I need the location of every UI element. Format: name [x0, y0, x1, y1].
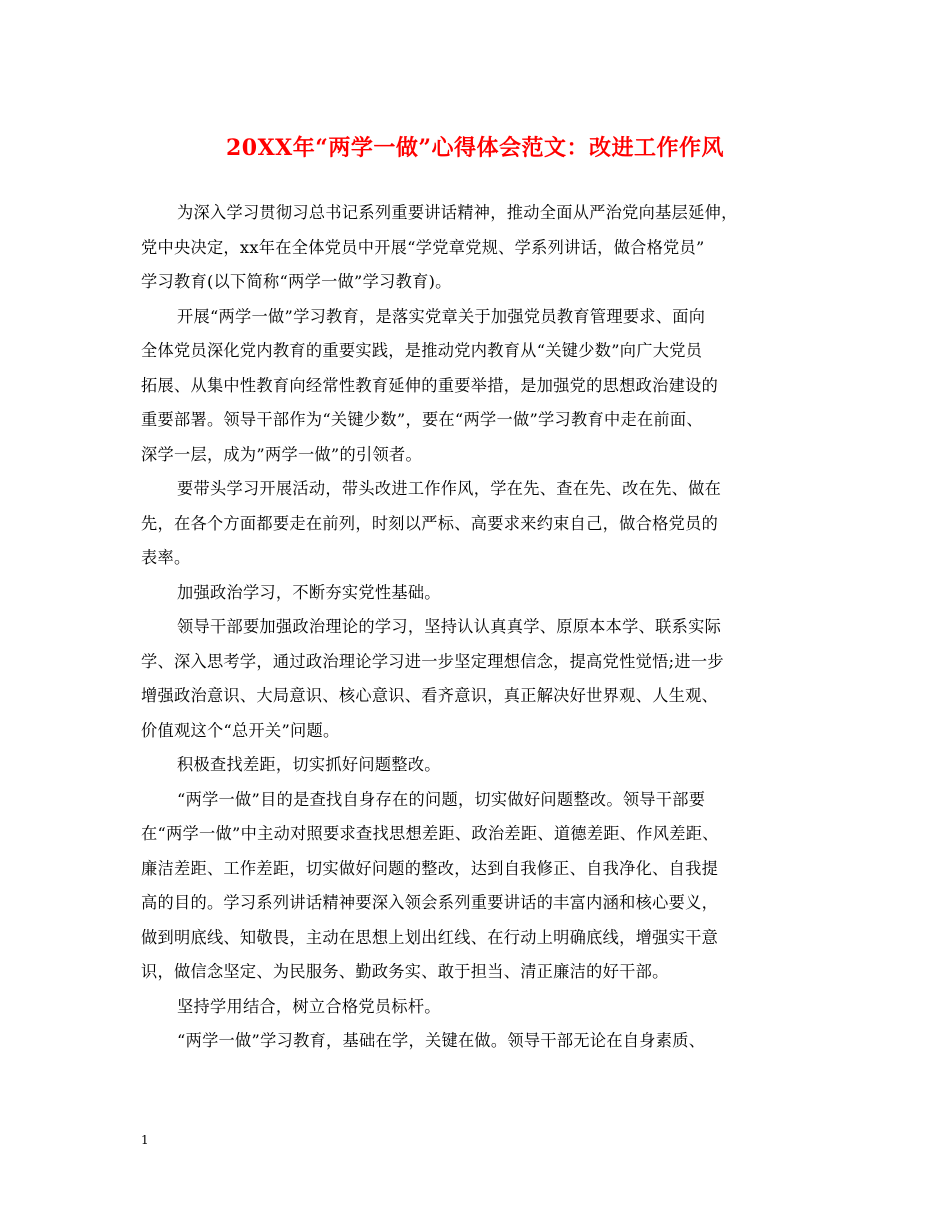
body-line: 重要部署。领导干部作为“关键少数”，要在“两学一做”学习教育中走在前面、 — [141, 410, 703, 429]
body-line: “两学一做”目的是查找自身存在的问题，切实做好问题整改。领导干部要 — [177, 789, 706, 809]
body-line: 坚持学用结合，树立合格党员标杆。 — [177, 996, 441, 1016]
body-line: 党中央决定，xx年在全体党员中开展“学党章党规、学系列讲话，做合格党员” — [141, 237, 705, 257]
body-line: 增强政治意识、大局意识、核心意识、看齐意识，真正解决好世界观、人生观、 — [141, 686, 719, 705]
body-line: 价值观这个“总开关”问题。 — [141, 720, 340, 740]
body-line: 拓展、从集中性教育向经常性教育延伸的重要举措，是加强党的思想政治建设的 — [141, 375, 719, 395]
document-body — [141, 196, 831, 1059]
body-line: 在“两学一做”中主动对照要求查找思想差距、政治差距、道德差距、作风差距、 — [141, 824, 719, 843]
body-line: 表率。 — [141, 548, 191, 567]
body-line: 领导干部要加强政治理论的学习，坚持认认真真学、原原本本学、联系实际 — [177, 617, 722, 636]
body-line: 廉洁差距、工作差距，切实做好问题的整改，达到自我修正、自我净化、自我提 — [141, 858, 719, 878]
document-title: 20XX年“两学一做”心得体会范文：改进工作作风 — [225, 135, 725, 161]
body-line: 深学一层，成为”两学一做”的引领者。 — [141, 444, 422, 464]
body-line: 全体党员深化党内教育的重要实践，是推动党内教育从“关键少数”向广大党员 — [141, 341, 703, 360]
body-line: 加强政治学习，不断夯实党性基础。 — [177, 582, 441, 602]
page-number: 1 — [141, 1133, 149, 1147]
body-line: 为深入学习贯彻习总书记系列重要讲话精神，推动全面从严治党向基层延伸， — [177, 203, 738, 222]
body-line: 识，做信念坚定、为民服务、勤政务实、敢于担当、清正廉洁的好干部。 — [141, 962, 669, 981]
body-line: 学、深入思考学，通过政治理论学习进一步坚定理想信念，提高党性觉悟;进一步 — [141, 651, 724, 671]
body-line: 高的目的。学习系列讲话精神要深入领会系列重要讲话的丰富内涵和核心要义， — [141, 893, 719, 912]
body-line: 开展“两学一做”学习教育，是落实党章关于加强党员教育管理要求、面向 — [177, 306, 706, 326]
body-line: 做到明底线、知敬畏，主动在思想上划出红线、在行动上明确底线，增强实干意 — [141, 927, 719, 947]
body-line: 学习教育(以下简称“两学一做”学习教育)。 — [141, 272, 452, 291]
body-line: 要带头学习开展活动，带头改进工作作风，学在先、查在先、改在先、做在 — [177, 479, 722, 498]
body-line: 积极查找差距，切实抓好问题整改。 — [177, 755, 441, 774]
body-line: 先，在各个方面都要走在前列，时刻以严标、高要求来约束自己，做合格党员的 — [141, 513, 719, 533]
body-line: “两学一做”学习教育，基础在学，关键在做。领导干部无论在自身素质、 — [177, 1031, 706, 1050]
